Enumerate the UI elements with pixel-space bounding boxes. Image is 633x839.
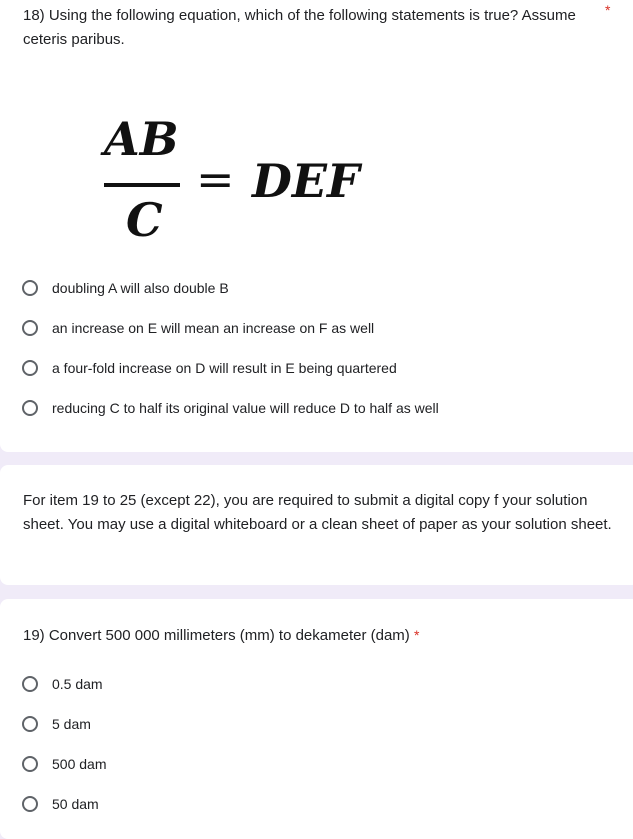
equation-numerator: AB [104, 112, 179, 166]
option-label: 500 dam [52, 756, 107, 772]
radio-button[interactable] [22, 320, 38, 336]
question-19-text: 19) Convert 500 000 millimeters (mm) to dekameter (dam) [23, 627, 410, 644]
q19-option-2[interactable] [22, 712, 91, 736]
radio-button[interactable] [22, 796, 38, 812]
option-label: reducing C to half its original value will reduce D to half as well [52, 400, 439, 416]
radio-button[interactable] [22, 676, 38, 692]
radio-button[interactable] [22, 400, 38, 416]
instructions-card [0, 465, 633, 585]
instructions-text: For item 19 to 25 (except 22), you are required to submit a digital copy f your solution sheet. You may use a digital whiteboard or a clean sheet of paper as your solution sheet. [23, 492, 612, 533]
option-label: 0.5 dam [52, 676, 103, 692]
option-label: 5 dam [52, 716, 91, 732]
q19-option-3[interactable] [22, 752, 106, 776]
q18-option-1[interactable] [22, 276, 229, 300]
option-label: an increase on E will mean an increase on F as well [52, 320, 375, 336]
q19-option-4[interactable] [22, 792, 99, 816]
radio-button[interactable] [22, 756, 38, 772]
q19-option-1[interactable] [22, 672, 103, 696]
fraction-bar [104, 183, 180, 187]
option-label: doubling A will also double B [52, 280, 229, 296]
q18-option-2[interactable] [22, 316, 374, 340]
equation-rhs: DEF [252, 154, 360, 208]
question-18-title [23, 4, 593, 52]
radio-button[interactable] [22, 360, 38, 376]
q18-option-4[interactable] [22, 396, 439, 420]
option-label: 50 dam [52, 796, 99, 812]
q18-option-3[interactable] [22, 356, 397, 380]
required-asterisk: * [605, 2, 611, 18]
required-asterisk: * [413, 627, 420, 643]
radio-button[interactable] [22, 280, 38, 296]
equation-equals-sign: = [196, 152, 235, 206]
question-19-card [0, 599, 633, 839]
radio-button[interactable] [22, 716, 38, 732]
question-18-text: 18) Using the following equation, which of the following statements is true? Assume ceteris paribus. [23, 7, 576, 48]
question-19-title [23, 623, 593, 648]
equation-denominator: C [126, 193, 163, 247]
option-label: a four-fold increase on D will result in E being quartered [52, 360, 397, 376]
